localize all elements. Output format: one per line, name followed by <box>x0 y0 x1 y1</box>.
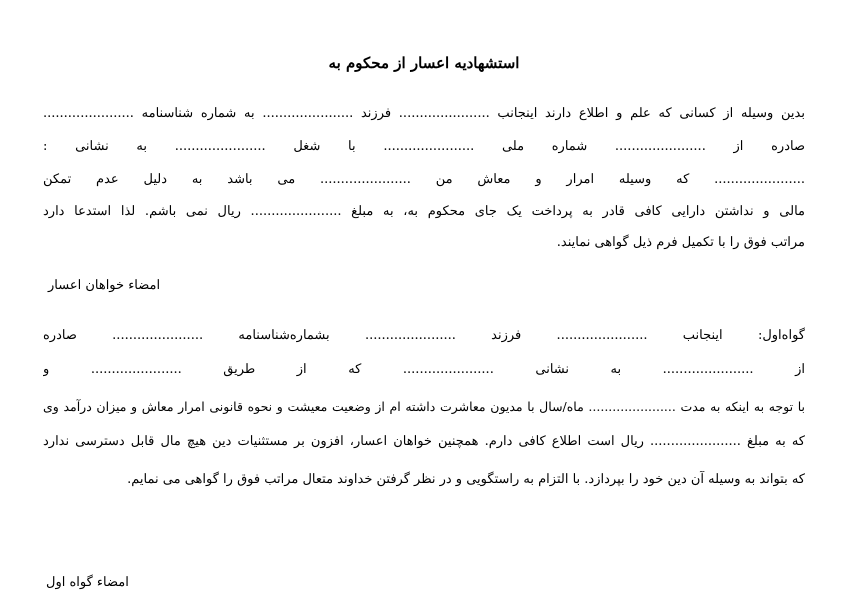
section1-line-2: صادره از ...................... شماره ملی ...................... با شغل ...................... به نشانی : <box>43 139 805 154</box>
document-title: استشهادیه اعسار از محکوم به <box>328 54 520 72</box>
applicant-signature-label: امضاء خواهان اعسار <box>48 278 161 293</box>
section1-line-1: بدین وسیله از کسانی که علم و اطلاع دارند اینجانب ...................... فرزند ...................... به شماره شناسنامه ...................... <box>43 106 805 121</box>
section2-line-4: که به مبلغ ...................... ریال است اطلاع کافی دارم. همچنین خواهان اعسار، افزون بر مستثنیات دین هیچ مال قابل دسترسی ندارد <box>43 434 805 449</box>
section1-line-5: مراتب فوق را با تکمیل فرم ذیل گواهی نمایند. <box>556 235 805 250</box>
section2-line-2: از ...................... به نشانی ...................... که از طریق ...................... و <box>43 362 805 377</box>
section2-line-5: که بتواند به وسیله آن دین خود را بپردازد. با التزام به راستگویی و در نظر گرفتن خداوند متعال مراتب فوق را گواهی می نمایم. <box>127 472 805 487</box>
section2-line-3: با توجه به اینکه به مدت ...................... ماه/سال با مدیون معاشرت داشته ام از وضعیت معیشت و نحوه قانونی امرار معاش و میزان درآمد وی <box>43 399 805 414</box>
witness-signature-label: امضاء گواه اول <box>46 575 129 590</box>
section2-line-1: گواه‌اول: اینجانب ...................... فرزند ...................... بشماره‌شناسنامه ...................... صادره <box>43 328 805 343</box>
section1-line-3: ...................... که وسیله امرار و معاش من ...................... می باشد به دلیل عدم تمکن <box>43 172 805 187</box>
section1-line-4: مالی و نداشتن دارایی کافی قادر به پرداخت یک جای محکوم به، به مبلغ ...................... ریال نمی باشم. لذا استدعا دارد <box>43 204 805 219</box>
